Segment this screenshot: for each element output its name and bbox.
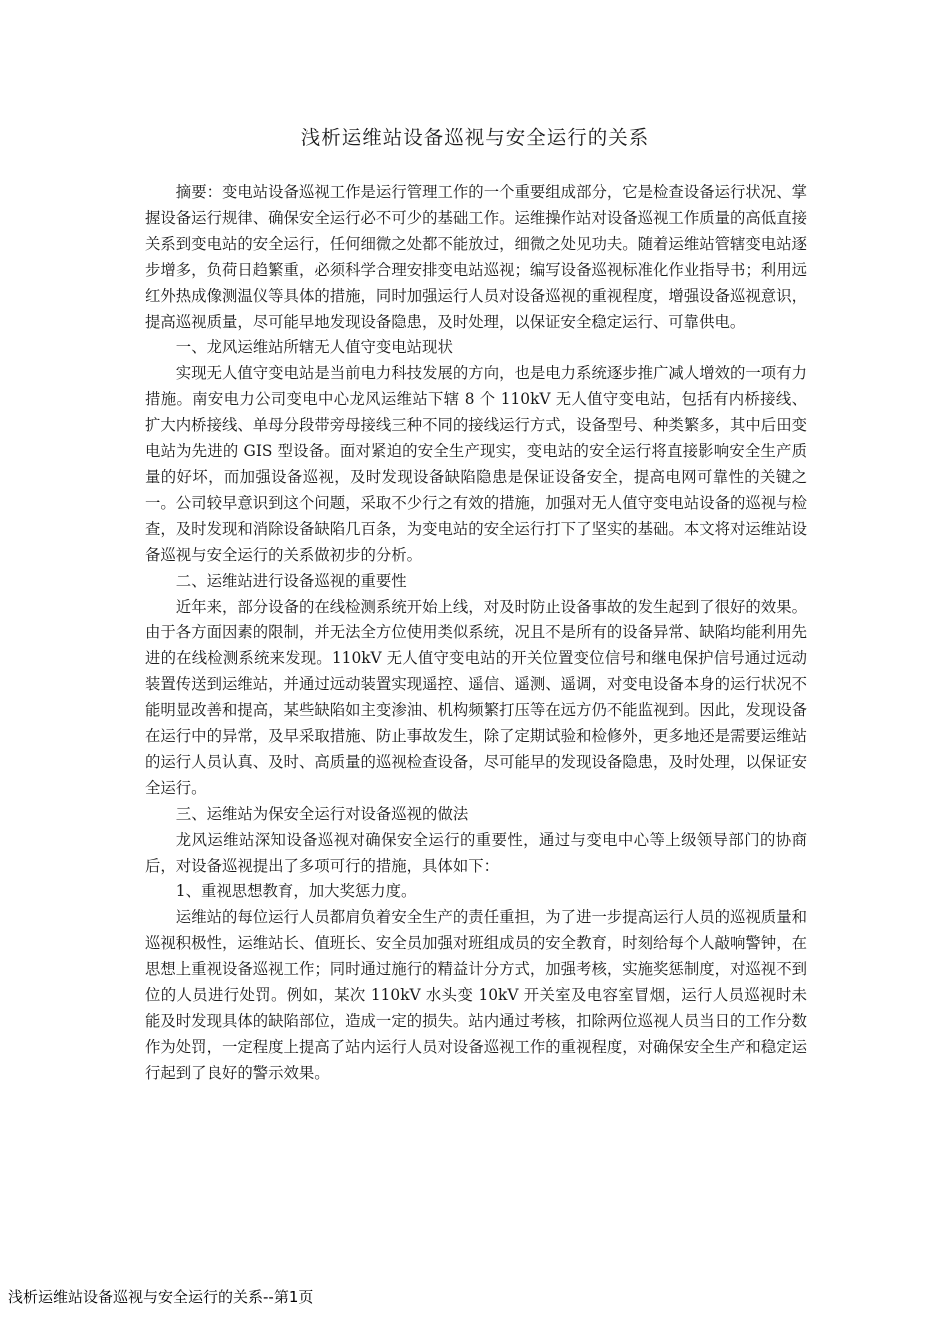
abstract-paragraph: 摘要：变电站设备巡视工作是运行管理工作的一个重要组成部分，它是检查设备运行状况、掌握设备运行规律、确保安全运行必不可少的基础工作。运维操作站对设备巡视工作质量的高低直接关系到变电站的安全运行，任何细微之处都不能放过，细微之处见功夫。随着运维站管辖变电站逐步增多，负荷日趋繁重，必须科学合理安排变电站巡视；编写设备巡视标准化作业指导书；利用远红外热成像测温仪等具体的措施，同时加强运行人员对设备巡视的重视程度，增强设备巡视意识，提高巡视质量，尽可能早地发现设备隐患，及时处理，以保证安全稳定运行、可靠供电。: [145, 183, 807, 331]
section-2-heading: 二、运维站进行设备巡视的重要性: [175, 571, 407, 590]
section-1-paragraph: 实现无人值守变电站是当前电力科技发展的方向，也是电力系统逐步推广减人增效的一项有力措施。南安电力公司变电中心龙风运维站下辖 8 个 110kV 无人值守变电站，包括有内桥接线、扩大内桥接线、单母分段带旁母接线三种不同的接线运行方式，设备型号、种类繁多，其中后田变电站为先进的 GIS 型设备。面对紧迫的安全生产现实，变电站的安全运行将直接影响安全生产质量的好坏，而加强设备巡视，及时发现设备缺陷隐患是保证设备安全，提高电网可靠性的关键之一。公司较早意识到这个问题，采取不少行之有效的措施，加强对无人值守变电站设备的巡视与检查，及时发现和消除设备缺陷几百条，为变电站的安全运行打下了坚实的基础。本文将对运维站设备巡视与安全运行的关系做初步的分析。: [145, 364, 807, 564]
section-3-intro-paragraph: 龙风运维站深知设备巡视对确保安全运行的重要性，通过与变电中心等上级领导部门的协商后，对设备巡视提出了多项可行的措施，具体如下：: [145, 830, 807, 875]
page-footer: 浅析运维站设备巡视与安全运行的关系--第1页: [8, 1288, 314, 1306]
section-2-paragraph: 近年来，部分设备的在线检测系统开始上线，对及时防止设备事故的发生起到了很好的效果。由于各方面因素的限制，并无法全方位使用类似系统，况且不是所有的设备异常、缺陷均能利用先进的在线检测系统来发现。110kV 无人值守变电站的开关位置变位信号和继电保护信号通过远动装置传送到运维站，并通过远动装置实现遥控、遥信、遥测、遥调，对变电设备本身的运行状况不能明显改善和提高，某些缺陷如主变渗油、机构频繁打压等在远方仍不能监视到。因此，发现设备在运行中的异常，及早采取措施、防止事故发生，除了定期试验和检修外，更多地还是需要运维站的运行人员认真、及时、高质量的巡视检查设备，尽可能早的发现设备隐患，及时处理，以保证安全运行。: [145, 597, 807, 797]
document-body: [145, 180, 807, 1087]
subsection-1-heading: 1、重视思想教育，加大奖惩力度。: [175, 882, 417, 901]
document-title: 浅析运维站设备巡视与安全运行的关系: [300, 126, 650, 149]
section-3-heading: 三、运维站为保安全运行对设备巡视的做法: [175, 804, 469, 823]
section-1-heading: 一、龙风运维站所辖无人值守变电站现状: [175, 338, 453, 357]
subsection-1-paragraph: 运维站的每位运行人员都肩负着安全生产的责任重担，为了进一步提高运行人员的巡视质量和巡视积极性，运维站长、值班长、安全员加强对班组成员的安全教育，时刻给每个人敲响警钟，在思想上重视设备巡视工作；同时通过施行的精益计分方式，加强考核，实施奖惩制度，对巡视不到位的人员进行处罚。例如，某次 110kV 水头变 10kV 开关室及电容室冒烟，运行人员巡视时未能及时发现具体的缺陷部位，造成一定的损失。站内通过考核，扣除两位巡视人员当日的工作分数作为处罚，一定程度上提高了站内运行人员对设备巡视工作的重视程度，对确保安全生产和稳定运行起到了良好的警示效果。: [145, 908, 807, 1082]
